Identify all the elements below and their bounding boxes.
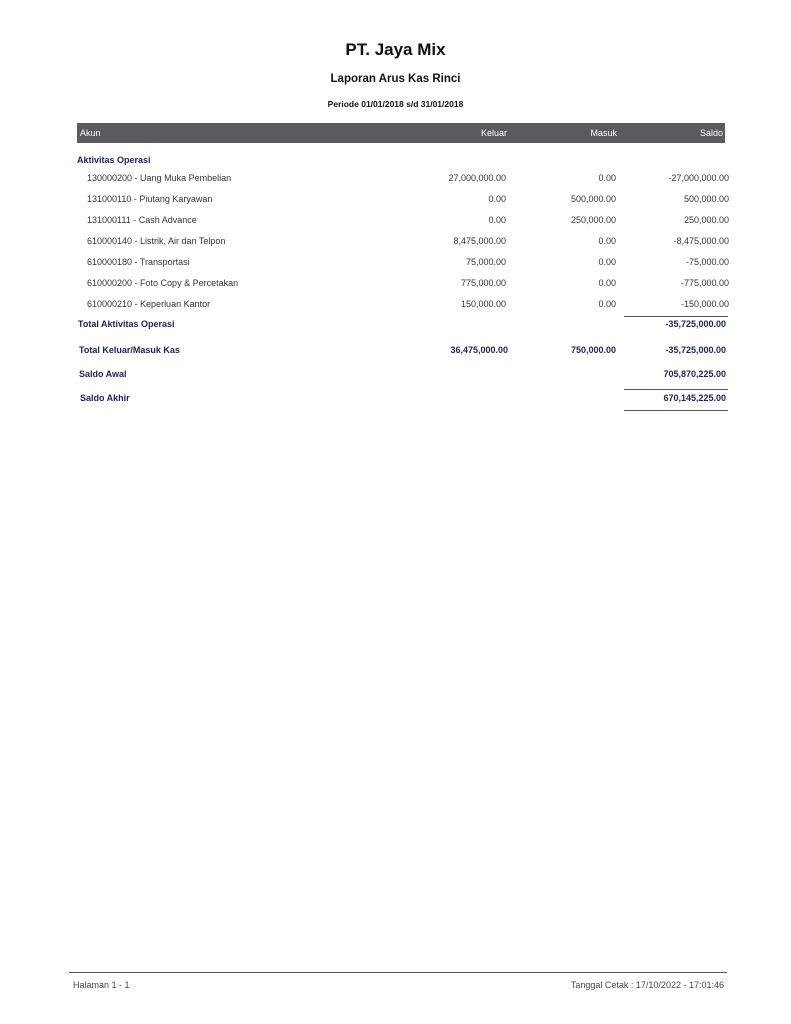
saldo-value: -150,000.00 [680, 299, 729, 309]
keluar-value: 150,000.00 [460, 299, 506, 309]
page-number: Halaman 1 - 1 [73, 980, 130, 990]
saldo-akhir-value: 670,145,225.00 [663, 393, 726, 403]
account-name: 131000110 - Piutang Karyawan [87, 194, 213, 204]
masuk-value: 0.00 [598, 236, 616, 246]
saldo-awal-value: 705,870,225.00 [663, 369, 726, 379]
keluar-value: 0.00 [488, 215, 506, 225]
grand-total-saldo: -35,725,000.00 [665, 345, 726, 355]
masuk-value: 0.00 [598, 299, 616, 309]
print-date: Tanggal Cetak : 17/10/2022 - 17:01:46 [570, 980, 724, 990]
table-row [0, 194, 791, 206]
header-saldo: Saldo [699, 128, 723, 138]
masuk-value: 250,000.00 [570, 215, 616, 225]
section-total-label: Total Aktivitas Operasi [78, 319, 175, 329]
header-keluar: Keluar [480, 128, 507, 138]
header-masuk: Masuk [590, 128, 617, 138]
account-name: 610000210 - Keperluan Kantor [87, 299, 211, 309]
table-header [77, 123, 725, 143]
table-row [0, 278, 791, 290]
total-rule [624, 316, 728, 317]
account-name: 610000200 - Foto Copy & Percetakan [87, 278, 239, 288]
masuk-value: 0.00 [598, 257, 616, 267]
masuk-value: 500,000.00 [570, 194, 616, 204]
saldo-value: -8,475,000.00 [673, 236, 729, 246]
account-name: 610000140 - Listrik, Air dan Telpon [87, 236, 226, 246]
header-akun: Akun [80, 128, 101, 138]
report-period: Periode 01/01/2018 s/d 31/01/2018 [327, 99, 464, 109]
section-total-row [0, 319, 791, 331]
saldo-akhir-row [0, 393, 791, 405]
grand-total-masuk: 750,000.00 [570, 345, 616, 355]
saldo-awal-label: Saldo Awal [79, 369, 127, 379]
account-name: 130000200 - Uang Muka Pembelian [87, 173, 232, 183]
report-title: Laporan Arus Kas Rinci [330, 73, 461, 85]
keluar-value: 8,475,000.00 [453, 236, 506, 246]
saldo-awal-row [0, 369, 791, 381]
masuk-value: 0.00 [598, 278, 616, 288]
company-title: PT. Jaya Mix [345, 40, 446, 59]
section-total-saldo: -35,725,000.00 [665, 319, 726, 329]
grand-total-label: Total Keluar/Masuk Kas [79, 345, 180, 355]
masuk-value: 0.00 [598, 173, 616, 183]
table-row [0, 215, 791, 227]
keluar-value: 0.00 [488, 194, 506, 204]
saldo-akhir-rule-bottom [624, 410, 728, 411]
table-row [0, 257, 791, 269]
table-row [0, 299, 791, 311]
saldo-akhir-rule-top [624, 389, 728, 390]
account-name: 131000111 - Cash Advance [87, 215, 197, 225]
footer-divider [69, 972, 727, 973]
saldo-akhir-label: Saldo Akhir [80, 393, 130, 403]
saldo-value: 500,000.00 [683, 194, 729, 204]
table-row [0, 236, 791, 248]
saldo-value: 250,000.00 [683, 215, 729, 225]
keluar-value: 775,000.00 [460, 278, 506, 288]
saldo-value: -75,000.00 [685, 257, 729, 267]
keluar-value: 75,000.00 [465, 257, 506, 267]
keluar-value: 27,000,000.00 [448, 173, 506, 183]
section-title: Aktivitas Operasi [77, 155, 151, 165]
saldo-value: -27,000,000.00 [668, 173, 729, 183]
table-row [0, 173, 791, 185]
grand-total-keluar: 36,475,000.00 [450, 345, 508, 355]
account-name: 610000180 - Transportasi [87, 257, 190, 267]
grand-total-row [0, 345, 791, 357]
saldo-value: -775,000.00 [680, 278, 729, 288]
